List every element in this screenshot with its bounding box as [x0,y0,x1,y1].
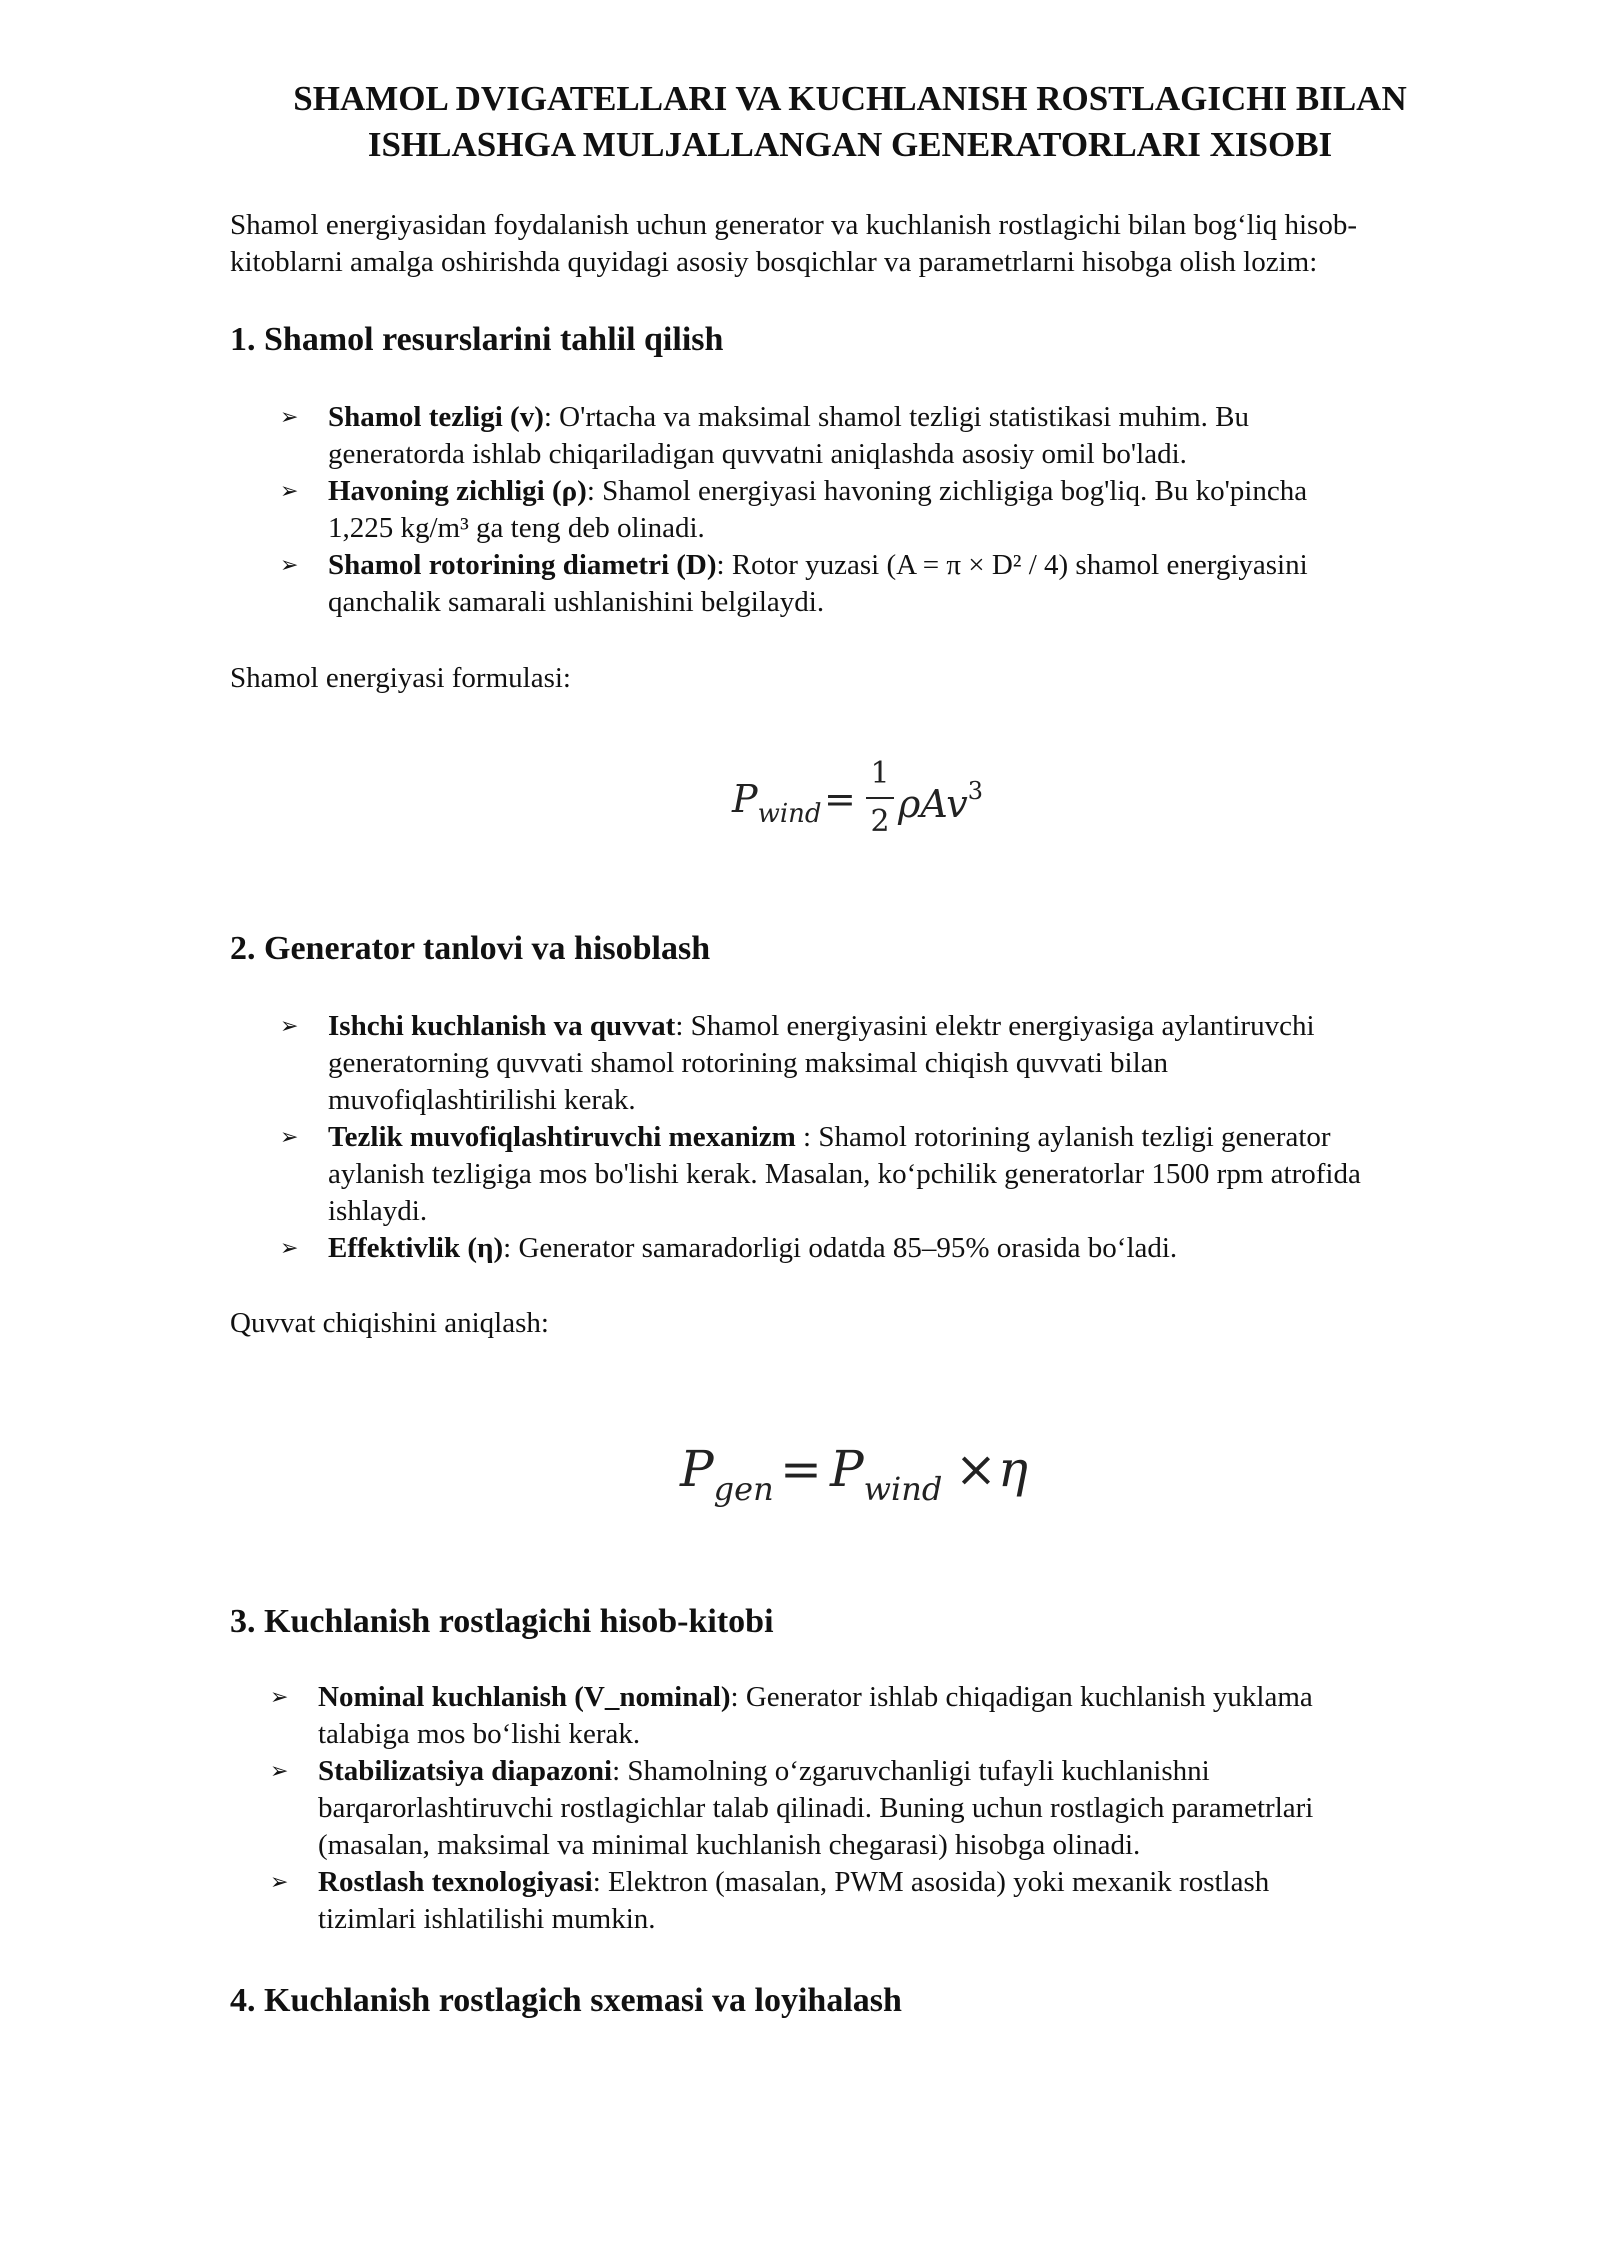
item-text: : Generator ishlab chiqadigan kuchlanish yuklama [730,1681,1313,1713]
formula-times: × [955,1440,997,1498]
item-text: : Generator samaradorligi odatda 85–95% orasida bo‘ladi. [503,1232,1178,1264]
arrow-bullet-icon: ➢ [270,1685,289,1710]
item-text: tizimlari ishlatilishi mumkin. [318,1903,656,1935]
formula-rhs: ρAv$^3$ [898,777,983,826]
item-text: : Shamol energiyasi havoning zichligiga bog'liq. Bu ko'pincha [586,475,1308,507]
arrow-bullet-icon: ➢ [270,1870,289,1895]
intro-line-2: kitoblarni amalga oshirishda quyidagi asosiy bosqichlar va parametrlarni hisobga olish lozim: [230,246,1318,278]
term: Stabilizatsiya diapazoni [318,1755,613,1787]
item-text: (masalan, maksimal va minimal kuchlanish chegarasi) hisobga olinadi. [318,1829,1141,1861]
item-text: muvofiqlashtirilishi kerak. [328,1084,636,1116]
arrow-bullet-icon: ➢ [280,1125,299,1150]
term: Ishchi kuchlanish va quvvat [328,1010,676,1042]
formula-caption-1: Shamol energiyasi formulasi: [230,662,571,694]
item-text: qanchalik samarali ushlanishini belgilaydi. [328,586,825,618]
item-text: : Elektron (masalan, PWM asosida) yoki mexanik rostlash [592,1866,1270,1898]
formula-equals: = [824,777,856,821]
arrow-bullet-icon: ➢ [280,553,299,578]
title-line-1: SHAMOL DVIGATELLARI VA KUCHLANISH ROSTLAGICHI BILAN [293,79,1407,118]
item-text: generatorda ishlab chiqariladigan quvvatni aniqlashda asosiy omil bo'ladi. [328,438,1187,470]
item-text: barqarorlashtiruvchi rostlagichlar talab qilinadi. Buning uchun rostlagich parametrlari [318,1792,1314,1824]
arrow-bullet-icon: ➢ [280,1014,299,1039]
item-text: : Shamol energiyasini elektr energiyasiga aylantiruvchi [675,1010,1315,1042]
generator-power-formula [680,1440,1060,1520]
list-item [0,1753,1600,1864]
list-item [0,547,1600,621]
section-3-list [0,1679,1600,1938]
term: Effektivlik (η) [328,1232,504,1264]
list-item [0,1008,1600,1119]
intro-line-1: Shamol energiyasidan foydalanish uchun generator va kuchlanish rostlagichi bilan bog‘liq hisob- [230,209,1357,241]
term: Rostlash texnologiyasi [318,1866,593,1898]
wind-power-formula [732,755,992,855]
formula-eta: η [998,1440,1028,1498]
intro-paragraph [230,207,1490,281]
formula-lhs: $P_{wind}$ [732,777,822,829]
item-text: talabiga mos bo‘lishi kerak. [318,1718,641,1750]
list-item [0,1864,1600,1938]
section-2-list [0,1008,1600,1267]
term: Nominal kuchlanish (V_nominal) [318,1681,731,1713]
item-text: 1,225 kg/m³ ga teng deb olinadi. [328,512,705,544]
item-text: : Shamol rotorining aylanish tezligi generator [795,1121,1331,1153]
section-1-list [0,399,1600,621]
section-3-heading: 3. Kuchlanish rostlagichi hisob-kitobi [230,1603,774,1640]
item-text: aylanish tezligiga mos bo'lishi kerak. Masalan, ko‘pchilik generatorlar 1500 rpm atrofida [328,1158,1361,1190]
item-text: : Rotor yuzasi (A = π × D² / 4) shamol energiyasini [716,549,1308,581]
term: Shamol tezligi (v) [328,401,544,433]
document-title [200,76,1500,168]
formula-fraction: 1 2 [866,755,894,841]
item-text: : O'rtacha va maksimal shamol tezligi statistikasi muhim. Bu [543,401,1249,433]
arrow-bullet-icon: ➢ [280,479,299,504]
item-text: : Shamolning o‘zgaruvchanligi tufayli kuchlanishni [612,1755,1210,1787]
formula-caption-2: Quvvat chiqishini aniqlash: [230,1307,549,1339]
list-item [0,473,1600,547]
formula-equals: = [780,1440,822,1498]
section-1-heading: 1. Shamol resurslarini tahlil qilish [230,321,724,358]
section-4-heading: 4. Kuchlanish rostlagich sxemasi va loyihalash [230,1982,902,2019]
formula-p-wind: $P_{wind}$ [830,1440,943,1508]
item-text: ishlaydi. [328,1195,428,1227]
term: Shamol rotorining diametri (D) [328,549,717,581]
section-2-heading: 2. Generator tanlovi va hisoblash [230,930,711,967]
list-item [0,1679,1600,1753]
item-text: generatorning quvvati shamol rotorining maksimal chiqish quvvati bilan [328,1047,1169,1079]
title-line-2: ISHLASHGA MULJALLANGAN GENERATORLARI XISOBI [367,125,1333,164]
formula-p-gen: $P_{gen}$ [680,1440,774,1508]
list-item [0,1230,1600,1267]
term: Havoning zichligi (ρ) [328,475,587,507]
list-item [0,399,1600,473]
arrow-bullet-icon: ➢ [280,405,299,430]
list-item [0,1119,1600,1230]
arrow-bullet-icon: ➢ [280,1236,299,1261]
term: Tezlik muvofiqlashtiruvchi mexanizm [328,1121,796,1153]
arrow-bullet-icon: ➢ [270,1759,289,1784]
